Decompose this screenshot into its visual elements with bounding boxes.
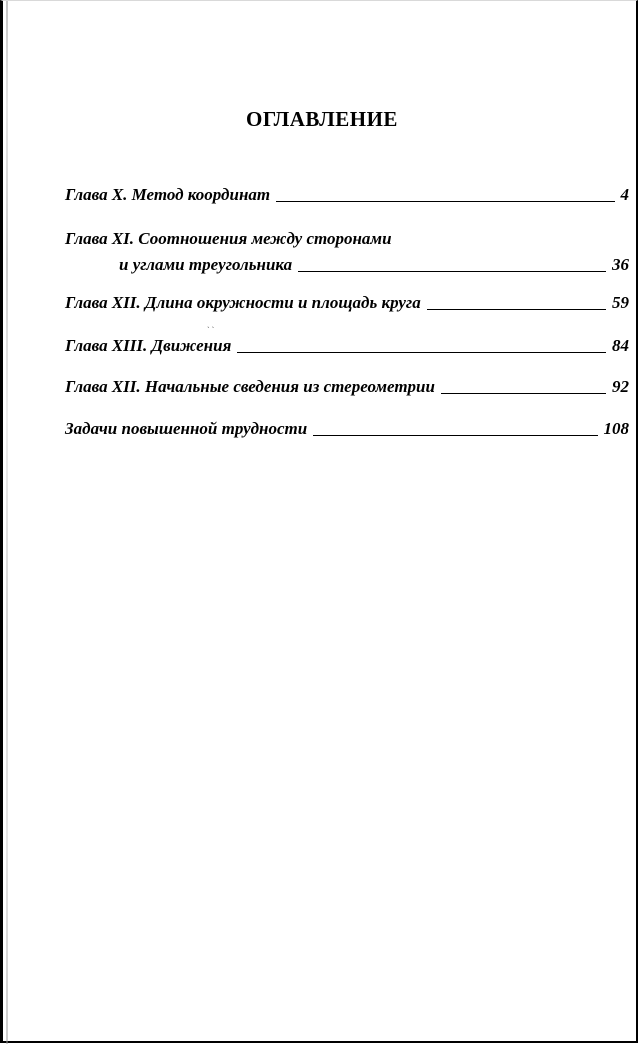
toc-entry-text: Задачи повышенной трудности: [65, 419, 308, 438]
toc-line: [65, 418, 629, 440]
toc-entry-hard-problems: [65, 418, 629, 440]
toc-entry-chapter-13: [65, 335, 629, 357]
toc-leader-line: [427, 308, 606, 310]
toc-leader-line: [298, 270, 606, 272]
toc-entry-text: Глава XII. Начальные сведения из стереометрии: [65, 377, 435, 396]
toc-leader-line: [313, 434, 597, 436]
toc-entry-chapter-11: [65, 228, 629, 276]
toc-leader-line: [237, 351, 606, 353]
toc-line: [65, 292, 629, 314]
toc-entry-text-continuation: и углами треугольника: [119, 255, 293, 274]
toc-page-number: 36: [612, 255, 629, 274]
toc-entry-chapter-12: [65, 292, 629, 314]
toc-leader-line: [276, 200, 614, 202]
toc-entry-text: Глава XII. Длина окружности и площадь круга: [65, 293, 421, 312]
toc-entry-text: Глава X. Метод координат: [65, 185, 271, 204]
toc-page-number: 92: [612, 377, 629, 396]
toc-page-number: 4: [620, 185, 629, 204]
toc-line: [65, 228, 629, 250]
toc-page-number: 84: [612, 336, 629, 355]
toc-leader-line: [441, 392, 606, 394]
scan-speck: ˎ ˏ: [207, 319, 215, 328]
toc-entry-chapter-14: [65, 376, 629, 398]
toc-entry-text: Глава XI. Соотношения между сторонами: [65, 229, 392, 248]
toc-title: ОГЛАВЛЕНИЕ: [246, 107, 398, 131]
toc-page-number: 59: [612, 293, 629, 312]
toc-line: [65, 335, 629, 357]
toc-entry-chapter-10: [65, 184, 629, 206]
toc-page-number: 108: [603, 419, 629, 438]
toc-line-continuation: [65, 254, 629, 276]
toc-line: [65, 184, 629, 206]
toc-entry-text: Глава XIII. Движения: [65, 336, 232, 355]
scan-edge-shadow: [6, 1, 8, 1044]
toc-line: [65, 376, 629, 398]
